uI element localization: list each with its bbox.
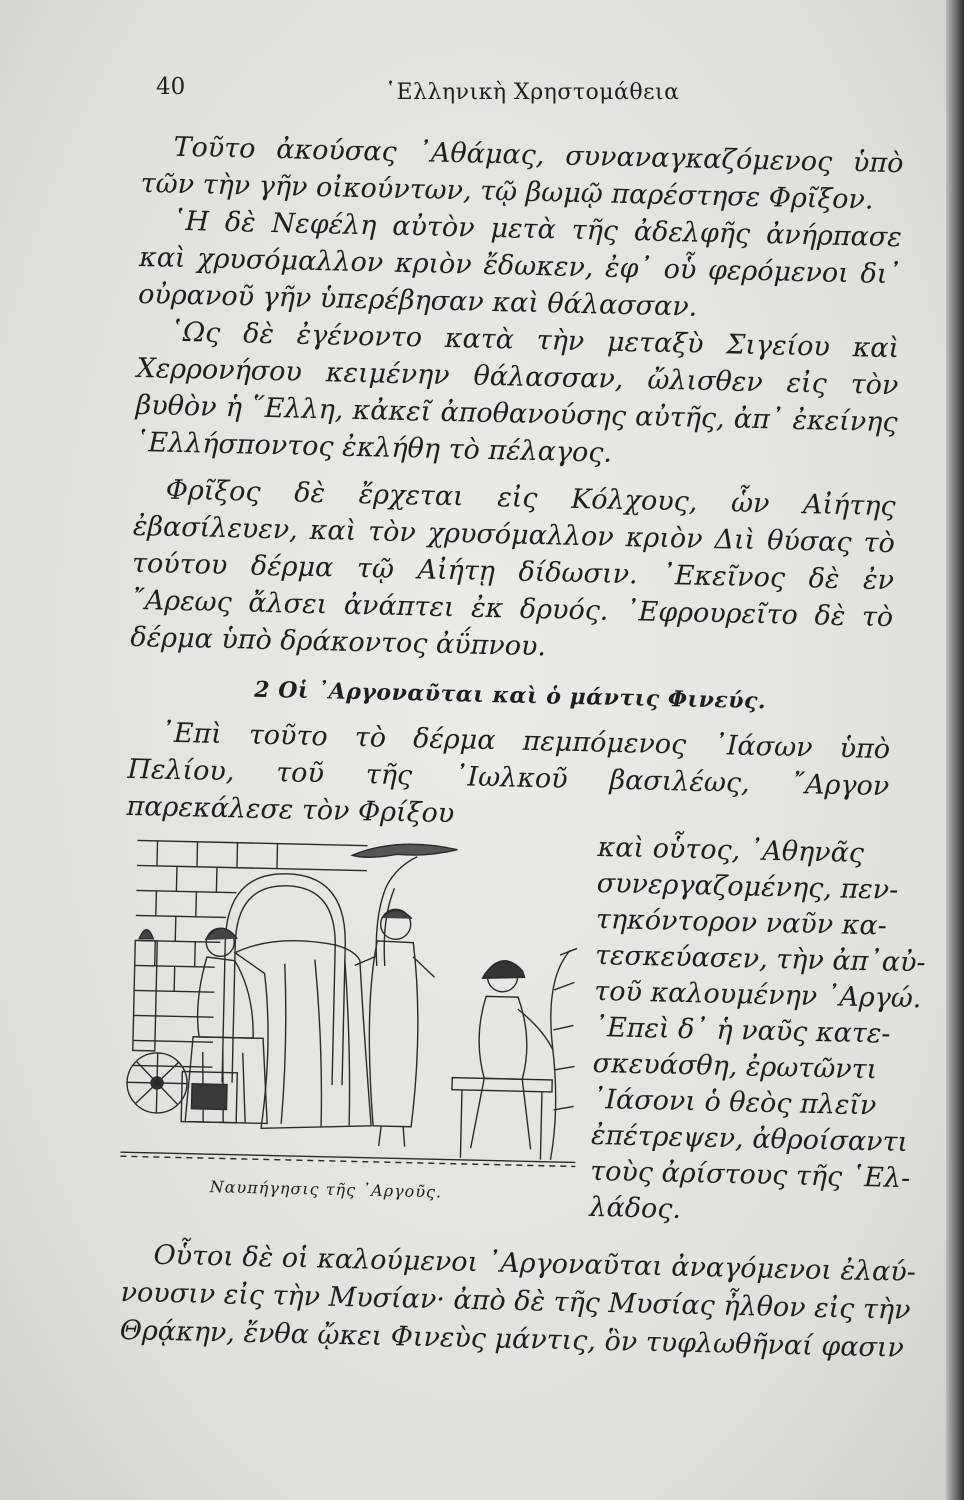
section-heading	[129, 674, 891, 717]
text-line: ᾿Ιάσονι ὁ θεὸς πλεῖν	[591, 1083, 877, 1122]
text-line: Θρᾴκην, ἔνθα ᾤκει Φινεὺς μάντις, ὃν τυφλωθῆναί φασιν	[119, 1314, 905, 1364]
section-intro: ᾿Επὶ τοῦτο τὸ δέρμα πεμπόμενος ᾿Ιάσων ὑπὸ Πελίου, τοῦ τῆς ᾿Ιωλκοῦ βασιλέως, ῎Αργον παρεκάλεσε τὸν Φρίξου	[126, 717, 891, 830]
main-text	[126, 128, 904, 842]
bottom-paragraph	[119, 1236, 917, 1367]
text-line: τοὺς ἀρίστους τῆς ῾Ελ-	[589, 1155, 911, 1195]
text-line: ἐπέτρεψεν, ἀθροίσαντι	[590, 1119, 909, 1159]
text-line: ᾿Επεὶ δ᾿ ἡ ναῦς κατε-	[593, 1011, 891, 1050]
section-title: Οἱ ᾿Αργοναῦται καὶ ὁ μάντις Φινεύς.	[277, 677, 767, 715]
page-header	[0, 66, 946, 106]
text-line: σκευάσθη, ἐρωτῶντι	[592, 1047, 878, 1086]
text-line: νουσιν εἰς τὴν Μυσίαν· ἀπὸ δὲ τῆς Μυσίας ἦλθον εἰς τὴν	[120, 1276, 911, 1326]
page-number: 40	[156, 74, 186, 100]
section-number: 2	[253, 676, 271, 704]
text-line: συνεργαζομένης, πεν-	[596, 867, 899, 906]
paragraph: Τοῦτο ἀκούσας ᾿Αθάμας, συναναγκαζόμενος ὑπὸ τῶν τὴν γῆν οἰκούντων, τῷ βωμῷ παρέστησε Φρῖξον.	[140, 131, 904, 216]
text-line: τεσκεύασεν, τὴν ἀπ᾿αὐ-	[594, 939, 926, 979]
text-line: Οὗτοι δὲ οἱ καλούμενοι ᾿Αργοναῦται ἀναγόμενοι ἐλαύ-	[153, 1239, 917, 1289]
side-column-text	[589, 830, 926, 1233]
text-line: τηκόντορον ναῦν κα-	[595, 903, 888, 942]
text-line: καὶ οὗτος, ᾿Αθηνᾶς	[597, 831, 865, 870]
paragraph: ῾Ως δὲ ἐγένοντο κατὰ τὴν μεταξὺ Σιγείου καὶ Χερρονήσου κειμένην θάλασσαν, ὤλισθεν εἰς τὸν βυθὸν ἡ ῞Ελλη, κἀκεῖ ἀποθανούσης αὐτῆς, ἀπ᾿ ἐκείνης ῾Ελλήσποντος ἐκλήθη τὸ πέλαγος.	[134, 316, 900, 469]
argo-construction-engraving	[110, 820, 588, 1176]
paragraph: Φρῖξος δὲ ἔρχεται εἰς Κόλχους, ὧν Αἰήτης ἐβασίλευεν, καὶ τὸν χρυσόμαλλον κριὸν Διὶ θύσας τὸ τούτου δέρμα τῷ Αἰήτῃ δίδωσιν. ᾿Εκεῖνος δὲ ἐν ῎Αρεως ἄλσει ἀνάπτει ἐκ δρυός. ᾿Εφρουρεῖτο δὲ τὸ δέρμα ὑπὸ δράκοντος ἀΰπνου.	[130, 474, 896, 663]
running-title: ῾Ελληνικὴ Χρηστομάθεια	[385, 80, 680, 105]
text-line: τοῦ καλουμένην ᾿Αργώ.	[593, 975, 922, 1015]
paragraph: ῾Η δὲ Νεφέλη αὐτὸν μετὰ τῆς ἀδελφῆς ἀνήρπασε καὶ χρυσόμαλλον κριὸν ἔδωκεν, ἐφ᾿ οὗ φερόμενοι δι᾿ οὐρανοῦ γῆν ὑπερέβησαν καὶ θάλασσαν.	[137, 205, 903, 323]
illustration	[110, 820, 588, 1202]
book-spine-shadow	[946, 0, 964, 1500]
figure-caption: Ναυπήγησις τῆς ᾿Αργοῦς.	[209, 1177, 443, 1202]
text-line: λάδος.	[589, 1191, 682, 1225]
